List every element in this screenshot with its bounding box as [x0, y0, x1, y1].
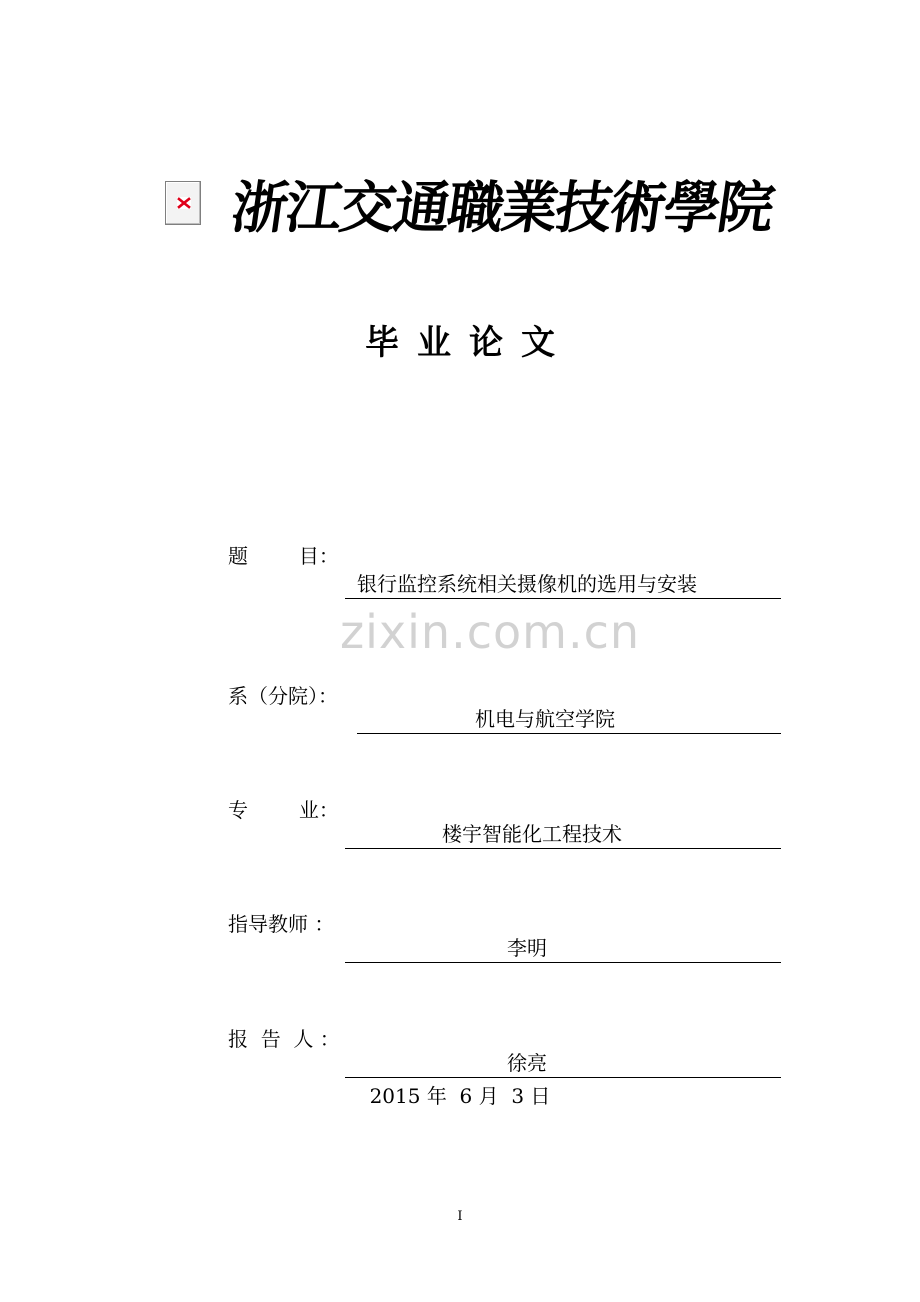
field-label-author: 报 告 人 ：	[228, 1027, 340, 1051]
school-name-calligraphy: 浙江交通職業技術學院	[227, 175, 777, 241]
field-underline-major	[345, 820, 781, 849]
field-underline-department	[357, 705, 781, 734]
field-label-topic: 题 目：	[228, 544, 339, 568]
document-title: 毕业论文	[365, 323, 573, 363]
field-label-advisor: 指导教师 ：	[228, 912, 335, 936]
page-number: I	[457, 1209, 463, 1224]
watermark: zixin.com.cn	[340, 605, 641, 659]
field-label-department: 系（分院）：	[228, 684, 338, 708]
field-value-department: 机电与航空学院	[475, 707, 615, 731]
field-underline-topic	[345, 570, 781, 599]
field-underline-author	[345, 1049, 781, 1078]
field-value-topic: 银行监控系统相关摄像机的选用与安装	[357, 572, 697, 596]
field-value-author: 徐亮	[507, 1051, 547, 1075]
field-label-major: 专 业：	[228, 798, 339, 822]
field-value-major: 楼宇智能化工程技术	[442, 822, 622, 846]
submission-date: 2015 年 6 月 3 日	[369, 1084, 551, 1108]
field-underline-advisor	[345, 934, 781, 963]
field-value-advisor: 李明	[507, 936, 547, 960]
broken-image-icon	[165, 181, 201, 225]
red-x-icon	[177, 197, 191, 209]
